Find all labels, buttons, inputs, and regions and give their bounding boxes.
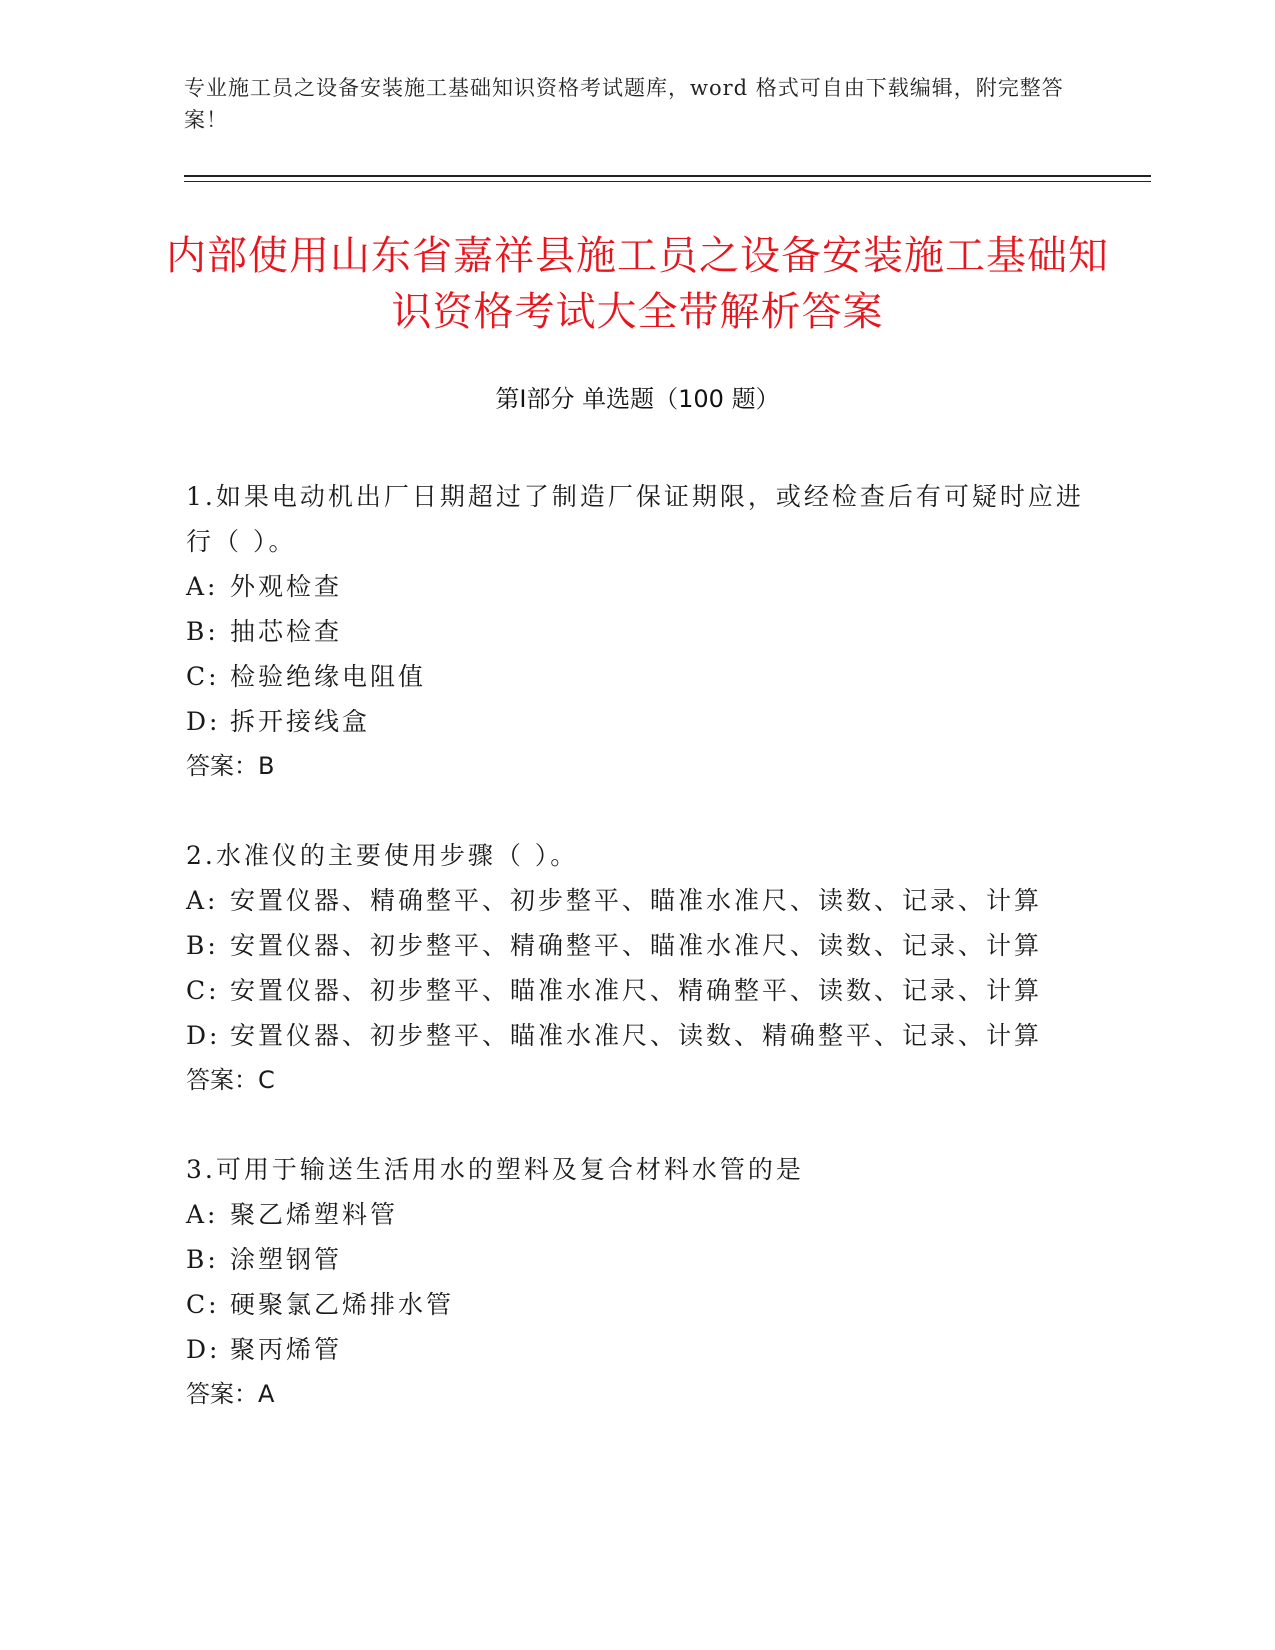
question-1 <box>186 474 1086 789</box>
option-text: 安置仪器、精确整平、初步整平、瞄准水准尺、读数、记录、计算 <box>230 886 1043 915</box>
option-letter: B: <box>186 1245 219 1274</box>
option-letter: A: <box>186 886 219 915</box>
question-2 <box>186 833 1086 1103</box>
document-title: 内部使用山东省嘉祥县施工员之设备安装施工基础知识资格考试大全带解析答案 <box>166 233 1109 335</box>
option-text: 抽芯检查 <box>230 617 343 646</box>
option-a <box>186 878 1086 923</box>
option-text: 外观检查 <box>230 572 343 601</box>
option-text: 涂塑钢管 <box>230 1245 343 1274</box>
question-stem: 1.如果电动机出厂日期超过了制造厂保证期限，或经检查后有可疑时应进行（ ）。 <box>186 482 1084 556</box>
option-c <box>186 1282 1086 1327</box>
option-letter: D: <box>186 1335 221 1364</box>
option-d <box>186 1327 1086 1372</box>
option-letter: C: <box>186 662 220 691</box>
option-b <box>186 923 1086 968</box>
option-d <box>186 699 1086 744</box>
header-note: 专业施工员之设备安装施工基础知识资格考试题库，word 格式可自由下载编辑，附完整答案！ <box>184 76 1064 132</box>
option-text: 聚乙烯塑料管 <box>230 1200 399 1229</box>
option-letter: B: <box>186 617 219 646</box>
option-b <box>186 609 1086 654</box>
option-letter: C: <box>186 1290 220 1319</box>
answer: 答案：A <box>186 1380 275 1408</box>
option-letter: D: <box>186 707 221 736</box>
option-b <box>186 1237 1086 1282</box>
option-letter: A: <box>186 1200 219 1229</box>
question-stem: 3.可用于输送生活用水的塑料及复合材料水管的是 <box>186 1155 804 1184</box>
option-letter: B: <box>186 931 219 960</box>
option-a <box>186 1192 1086 1237</box>
header-divider-thin <box>184 181 1151 182</box>
option-text: 检验绝缘电阻值 <box>230 662 427 691</box>
option-letter: D: <box>186 1021 221 1050</box>
option-a <box>186 564 1086 609</box>
option-letter: C: <box>186 976 220 1005</box>
option-text: 拆开接线盒 <box>230 707 371 736</box>
option-letter: A: <box>186 572 219 601</box>
section-title: 第Ⅰ部分 单选题（100 题） <box>495 385 780 413</box>
question-3 <box>186 1147 1086 1417</box>
option-text: 安置仪器、初步整平、精确整平、瞄准水准尺、读数、记录、计算 <box>230 931 1043 960</box>
answer: 答案：C <box>186 1066 275 1094</box>
question-stem: 2.水准仪的主要使用步骤（ ）。 <box>186 841 579 870</box>
option-c <box>186 654 1086 699</box>
option-text: 聚丙烯管 <box>230 1335 343 1364</box>
option-d <box>186 1013 1086 1058</box>
question-list <box>186 474 1086 1461</box>
option-text: 硬聚氯乙烯排水管 <box>230 1290 455 1319</box>
option-text: 安置仪器、初步整平、瞄准水准尺、读数、精确整平、记录、计算 <box>230 1021 1043 1050</box>
header-divider <box>184 175 1151 177</box>
answer: 答案：B <box>186 752 275 780</box>
option-c <box>186 968 1086 1013</box>
option-text: 安置仪器、初步整平、瞄准水准尺、精确整平、读数、记录、计算 <box>230 976 1043 1005</box>
